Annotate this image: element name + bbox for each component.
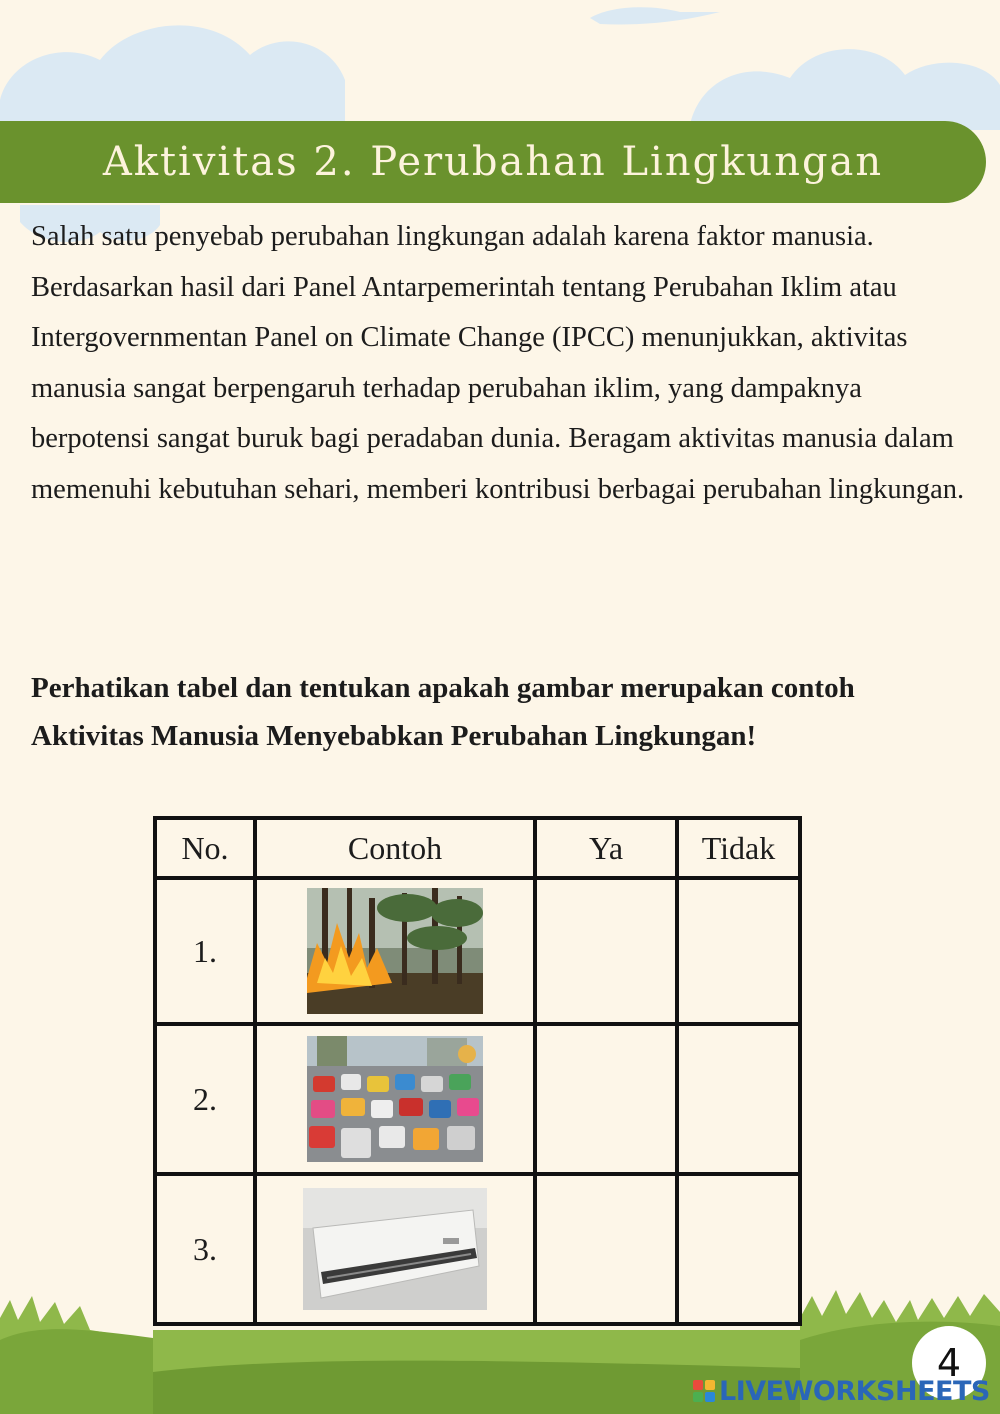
tidak-answer-cell[interactable]: [677, 878, 800, 1024]
header-ya: Ya: [535, 818, 677, 878]
ya-answer-cell[interactable]: [535, 878, 677, 1024]
worksheet-table: [153, 816, 802, 1326]
table-row: [155, 1024, 800, 1174]
ya-answer-cell[interactable]: [535, 1174, 677, 1324]
intro-paragraph: Salah satu penyebab perubahan lingkungan adalah karena faktor manusia. Berdasarkan hasil dari Panel Antarpemerintah tentang Perubahan Iklim atau Intergovernmentan Panel on Climate Change (IPCC) menunjukkan, aktivitas manusia sangat berpengaruh terhadap perubahan iklim, yang dampaknya berpotensi sangat buruk bagi peradaban dunia. Beragam aktivitas manusia dalam memenuhi kebutuhan sehari, memberi kontribusi berbagai perubahan lingkungan.: [31, 221, 965, 505]
instruction-text: Perhatikan tabel dan tentukan apakah gambar merupakan contoh Aktivitas Manusia Menyebabkan Perubahan Lingkungan!: [31, 672, 855, 752]
air-conditioner-photo: [303, 1188, 487, 1310]
table-row: [155, 1174, 800, 1324]
watermark-text: LIVEWORKSHEETS: [719, 1375, 990, 1407]
traffic-jam-photo: [307, 1036, 483, 1162]
example-cell: [255, 1024, 535, 1174]
header-contoh: Contoh: [255, 818, 535, 878]
forest-fire-photo: [307, 888, 483, 1014]
page-title: Aktivitas 2. Perubahan Lingkungan: [102, 139, 884, 185]
row-number: 2.: [155, 1024, 255, 1174]
liveworksheets-logo-icon: [693, 1380, 715, 1402]
table-header-row: [155, 818, 800, 878]
header-no: No.: [155, 818, 255, 878]
section-title-bar: [0, 121, 986, 203]
row-number: 3.: [155, 1174, 255, 1324]
tidak-answer-cell[interactable]: [677, 1174, 800, 1324]
example-cell: [255, 878, 535, 1024]
ya-answer-cell[interactable]: [535, 1024, 677, 1174]
header-tidak: Tidak: [677, 818, 800, 878]
liveworksheets-watermark: [693, 1372, 990, 1410]
tidak-answer-cell[interactable]: [677, 1024, 800, 1174]
page-number: 4: [936, 1341, 962, 1385]
example-cell: [255, 1174, 535, 1324]
row-number: 1.: [155, 878, 255, 1024]
table-row: [155, 878, 800, 1024]
